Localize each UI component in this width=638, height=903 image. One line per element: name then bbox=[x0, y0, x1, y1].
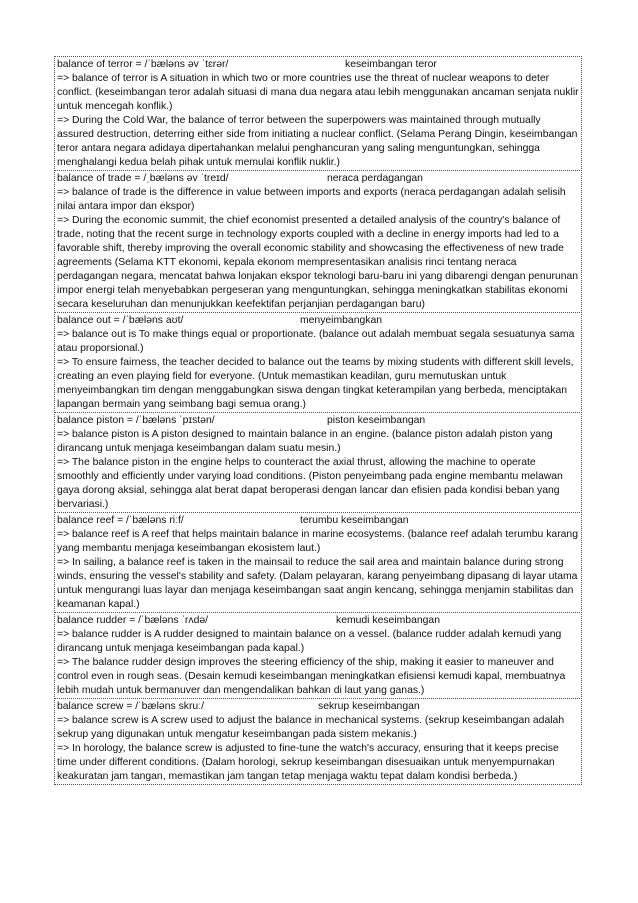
entry-translation: kemudi keseimbangan bbox=[336, 615, 440, 626]
entry-term: balance of trade = /ˌbæləns əv ˈtreɪd/ bbox=[57, 173, 229, 184]
glossary-entry bbox=[54, 612, 582, 699]
entry-example: => In horology, the balance screw is adjusted to fine-tune the watch's accuracy, ensuring that it keeps precise time under different conditions. (Dalam horologi, sekrup keseimbangan disesuaikan untuk menyempurnakan keakuratan jam tangan, memastikan jam tangan tetap menjaga waktu tepat dalam kondisi berbeda.) bbox=[57, 743, 559, 782]
glossary-entry bbox=[54, 698, 582, 785]
entry-translation: neraca perdagangan bbox=[327, 173, 423, 184]
entry-header bbox=[57, 414, 579, 428]
entry-translation: menyeimbangkan bbox=[300, 315, 383, 326]
entry-example: => During the economic summit, the chief economist presented a detailed analysis of the country's balance of trade, noting that the recent surge in technology exports coupled with a decline in energy imports had led to a favorable shift, thereby improving the overall economic stability and showcasing the effectiveness of new trade agreements (Selama KTT ekonomi, kepala ekonom mempresentasikan analisis rinci tentang neraca perdagangan negara, mencatat bahwa lonjakan ekspor teknologi baru-baru ini yang dibarengi dengan penurunan impor energi telah menyebabkan pergeseran yang menguntungkan, sehingga meningkatkan stabilitas ekonomi secara keseluruhan dan menunjukkan keefektifan perjanjian perdagangan baru) bbox=[57, 215, 579, 310]
entry-header bbox=[57, 614, 579, 628]
entry-example: => In sailing, a balance reef is taken in the mainsail to reduce the sail area and maintain balance during strong winds, ensuring the vessel's stability and safety. (Dalam pelayaran, karang penyeimbang dipasang di layar utama untuk mengurangi luas layar dan menjaga keseimbangan saat angin kencang, sehingga menjamin stabilitas dan keamanan kapal.) bbox=[57, 557, 578, 610]
entry-example: => To ensure fairness, the teacher decided to balance out the teams by mixing students with different skill levels, creating an even playing field for everyone. (Untuk memastikan keadilan, guru memutuskan untuk menyeimbangkan tim dengan menggabungkan siswa dengan tingkat keterampilan yang berbeda, menciptakan lapangan bermain yang seimbang bagi semua orang.) bbox=[57, 357, 574, 410]
glossary-entry bbox=[54, 512, 582, 613]
entry-definition: => balance out is To make things equal or proportionate. (balance out adalah membuat segala sesuatunya sama atau proporsional.) bbox=[57, 329, 575, 354]
entry-header bbox=[57, 700, 579, 714]
entry-definition: => balance rudder is A rudder designed to maintain balance on a vessel. (balance rudder adalah kemudi yang dirancang untuk menjaga keseimbangan pada kapal.) bbox=[57, 629, 562, 654]
entry-translation: sekrup keseimbangan bbox=[318, 701, 420, 712]
entry-translation: terumbu keseimbangan bbox=[300, 515, 409, 526]
entry-definition: => balance of terror is A situation in which two or more countries use the threat of nuclear weapons to deter conflict. (keseimbangan teror adalah situasi di mana dua negara atau lebih menggunakan ancaman senjata nuklir untuk mencegah konflik.) bbox=[57, 73, 579, 112]
entry-header bbox=[57, 514, 579, 528]
entry-header bbox=[57, 58, 579, 72]
entry-example: => The balance rudder design improves the steering efficiency of the ship, making it easier to maneuver and control even in rough seas. (Desain kemudi keseimbangan meningkatkan efisiensi kemudi kapal, membuatnya lebih mudah untuk bermanuver dan mengendalikan bahkan di laut yang ganas.) bbox=[57, 657, 566, 696]
entry-translation: keseimbangan teror bbox=[345, 59, 437, 70]
entry-definition: => balance reef is A reef that helps maintain balance in marine ecosystems. (balance reef adalah terumbu karang yang membantu menjaga keseimbangan ekosistem laut.) bbox=[57, 529, 578, 554]
entry-definition: => balance piston is A piston designed to maintain balance in an engine. (balance piston adalah piston yang dirancang untuk menjaga keseimbangan dalam suatu mesin.) bbox=[57, 429, 553, 454]
entry-term: balance reef = /ˈbæləns riːf/ bbox=[57, 515, 184, 526]
entry-definition: => balance of trade is the difference in value between imports and exports (neraca perdagangan adalah selisih nilai antara impor dan ekspor) bbox=[57, 187, 566, 212]
glossary-entry bbox=[54, 56, 582, 171]
entry-term: balance rudder = /ˈbæləns ˈrʌdə/ bbox=[57, 615, 209, 626]
glossary-entry bbox=[54, 312, 582, 413]
glossary-entry bbox=[54, 412, 582, 513]
glossary-entry bbox=[54, 170, 582, 313]
entry-example: => During the Cold War, the balance of terror between the superpowers was maintained through mutually assured destruction, deterring either side from initiating a nuclear conflict. (Selama Perang Dingin, keseimbangan teror antara negara adidaya dipertahankan melalui penghancuran yang saling menguntungkan, sehingga menghalangi kedua belah pihak untuk memulai konflik nuklir.) bbox=[57, 115, 578, 168]
entry-definition: => balance screw is A screw used to adjust the balance in mechanical systems. (sekrup keseimbangan adalah sekrup yang digunakan untuk mengatur keseimbangan pada sistem mekanis.) bbox=[57, 715, 565, 740]
entry-header bbox=[57, 314, 579, 328]
entry-term: balance out = /ˈbæləns aʊt/ bbox=[57, 315, 184, 326]
entry-example: => The balance piston in the engine helps to counteract the axial thrust, allowing the machine to operate smoothly and efficiently under varying load conditions. (Piston penyeimbang pada engine membantu melawan gaya dorong aksial, sehingga alat berat dapat beroperasi dengan lancar dan efisien pada kondisi beban yang bervariasi.) bbox=[57, 457, 563, 510]
entry-term: balance piston = /ˈbæləns ˈpɪstən/ bbox=[57, 415, 215, 426]
entry-header bbox=[57, 172, 579, 186]
entry-term: balance of terror = /ˈbæləns əv ˈtɛrər/ bbox=[57, 59, 229, 70]
entry-term: balance screw = /ˈbæləns skruː/ bbox=[57, 701, 204, 712]
entry-translation: piston keseimbangan bbox=[327, 415, 426, 426]
glossary-document bbox=[54, 57, 582, 785]
